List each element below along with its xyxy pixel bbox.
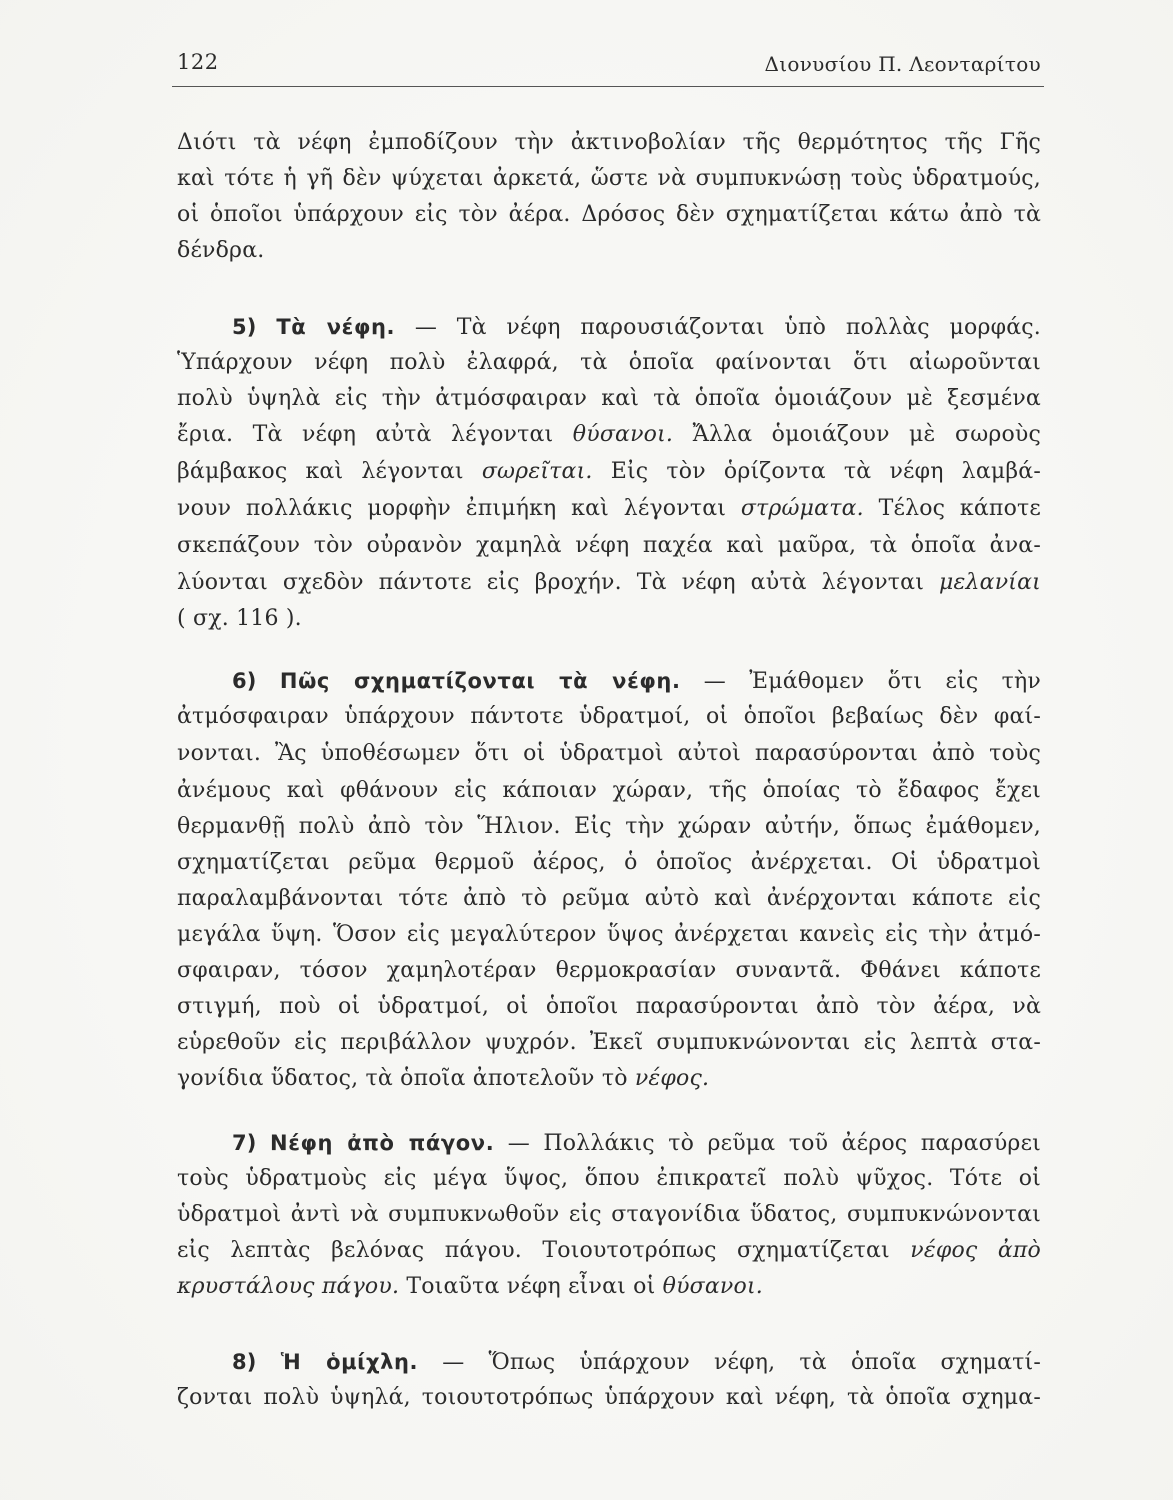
- text-line: Διότι τὰ νέφη ἐμποδίζουν τὴν ἀκτινοβολίαν τῆς θερμότητος τῆς Γῆς: [177, 130, 1041, 155]
- section-number: 8): [232, 1350, 257, 1374]
- italic-term: νέφος.: [634, 1066, 710, 1091]
- text-line: οἱ ὁποῖοι ὑπάρχουν εἰς τὸν ἀέρα. Δρόσος δὲν σχηματίζεται κάτω ἀπὸ τὰ: [177, 202, 1041, 227]
- text-line: πολὺ ὑψηλὰ εἰς τὴν ἀτμόσφαιραν καὶ τὰ ὁποῖα ὁμοιάζουν μὲ ξεσμένα: [177, 386, 1041, 411]
- section-title: Τὰ νέφη.: [276, 315, 396, 339]
- section-heading-line: [232, 1345, 1041, 1380]
- text-line: [177, 566, 1041, 600]
- text-line: [177, 492, 1041, 526]
- section-number: 6): [232, 669, 257, 693]
- text-line: ἀνέμους καὶ φθάνουν εἰς κάποιαν χώραν, τῆς ὁποίας τὸ ἔδαφος ἔχει: [177, 778, 1041, 803]
- running-head: Διονυσίου Π. Λεονταρίτου: [764, 52, 1041, 76]
- text-line: νονται. Ἂς ὑποθέσωμεν ὅτι οἱ ὑδρατμοὶ αὐτοὶ παρασύρονται ἀπὸ τοὺς: [177, 741, 1041, 766]
- text-line: [177, 1062, 1041, 1096]
- text-line: ( σχ. 116 ).: [177, 606, 302, 631]
- text-span: Τέλος κάποτε: [878, 496, 1041, 521]
- text-span: Ἄλλα ὁμοιάζουν μὲ σωροὺς: [692, 422, 1042, 447]
- text-line: ἀτμόσφαιραν ὑπάρχουν πάντοτε ὑδρατμοί, οἱ ὁποῖοι βεβαίως δὲν φαί-: [177, 704, 1041, 729]
- italic-term: θύσανοι.: [662, 1274, 763, 1299]
- text-span: γονίδια ὕδατος, τὰ ὁποῖα ἀποτελοῦν τὸ: [177, 1066, 628, 1091]
- text-line: ζονται πολὺ ὑψηλά, τοιουτοτρόπως ὑπάρχουν καὶ νέφη, τὰ ὁποῖα σχημα-: [177, 1385, 1041, 1410]
- text-span: βάμβακος καὶ λέγονται: [177, 459, 464, 484]
- text-line: σχηματίζεται ρεῦμα θερμοῦ ἀέρος, ὁ ὁποῖος ἀνέρχεται. Οἱ ὑδρατμοὶ: [177, 850, 1041, 875]
- text-line: θερμανθῇ πολὺ ἀπὸ τὸν Ἥλιον. Εἰς τὴν χώραν αὐτήν, ὅπως ἐμάθομεν,: [177, 814, 1041, 839]
- text-line: δένδρα.: [177, 238, 265, 263]
- text-span: — Πολλάκις τὸ ρεῦμα τοῦ ἀέρος παρασύρει: [507, 1131, 1041, 1156]
- text-line: στιγμή, ποὺ οἱ ὑδρατμοί, οἱ ὁποῖοι παρασύρονται ἀπὸ τὸν ἀέρα, νὰ: [177, 994, 1041, 1019]
- italic-term: μελανίαι: [939, 570, 1041, 595]
- text-line: ὑδρατμοὶ ἀντὶ νὰ συμπυκνωθοῦν εἰς σταγονίδια ὕδατος, συμπυκνώνονται: [177, 1202, 1041, 1227]
- section-number: 7): [232, 1131, 257, 1155]
- text-line: Ὑπάρχουν νέφη πολὺ ἐλαφρά, τὰ ὁποῖα φαίνονται ὅτι αἰωροῦνται: [177, 350, 1041, 375]
- italic-term: θύσανοι.: [572, 422, 674, 447]
- text-span: νουν πολλάκις μορφὴν ἐπιμήκη καὶ λέγονται: [177, 496, 727, 521]
- page-number: 122: [177, 50, 219, 74]
- text-span: Εἰς τὸν ὁρίζοντα τὰ νέφη λαμβά-: [610, 459, 1041, 484]
- text-span: ἔρια. Τὰ νέφη αὐτὰ λέγονται: [177, 422, 554, 447]
- text-line: εὑρεθοῦν εἰς περιβάλλον ψυχρόν. Ἐκεῖ συμπυκνώνονται εἰς λεπτὰ στα-: [177, 1030, 1041, 1055]
- text-line: καὶ τότε ἡ γῆ δὲν ψύχεται ἀρκετά, ὥστε νὰ συμπυκνώσῃ τοὺς ὑδρατμούς,: [177, 166, 1041, 191]
- text-line: [177, 455, 1041, 489]
- section-number: 5): [232, 315, 257, 339]
- text-line: σφαιραν, τόσον χαμηλοτέραν θερμοκρασίαν συναντᾶ. Φθάνει κάποτε: [177, 958, 1041, 983]
- text-span: — Ἐμάθομεν ὅτι εἰς τὴν: [703, 669, 1042, 694]
- header-rule: [172, 86, 1044, 87]
- text-span: εἰς λεπτὰς βελόνας πάγου. Τοιουτοτρόπως σχηματίζεται: [177, 1238, 890, 1263]
- section-heading-line: [232, 1126, 1041, 1161]
- page-header: [172, 48, 1044, 88]
- text-line: σκεπάζουν τὸν οὐρανὸν χαμηλὰ νέφη παχέα καὶ μαῦρα, τὰ ὁποῖα ἀνα-: [177, 533, 1041, 558]
- text-line: [177, 1270, 1041, 1304]
- text-span: — Τὰ νέφη παρουσιάζονται ὑπὸ πολλὰς μορφάς.: [414, 315, 1041, 340]
- section-heading-line: [232, 310, 1041, 345]
- text-line: παραλαμβάνονται τότε ἀπὸ τὸ ρεῦμα αὐτὸ καὶ ἀνέρχονται κάποτε εἰς: [177, 886, 1041, 911]
- text-span: λύονται σχεδὸν πάντοτε εἰς βροχήν. Τὰ νέφη αὐτὰ λέγονται: [177, 570, 925, 595]
- text-span: Τοιαῦτα νέφη εἶναι οἱ: [406, 1274, 656, 1299]
- text-line: [177, 418, 1041, 452]
- text-line: μεγάλα ὕψη. Ὅσον εἰς μεγαλύτερον ὕψος ἀνέρχεται κανεὶς εἰς τὴν ἀτμό-: [177, 922, 1041, 947]
- italic-term: κρυστάλους πάγου.: [177, 1274, 400, 1299]
- italic-term: στρώματα.: [740, 496, 864, 521]
- text-span: — Ὅπως ὑπάρχουν νέφη, τὰ ὁποῖα σχηματί-: [442, 1350, 1041, 1375]
- section-title: Νέφη ἀπὸ πάγον.: [270, 1131, 495, 1155]
- section-heading-line: [232, 664, 1041, 699]
- section-title: Ἡ ὁμίχλη.: [280, 1350, 419, 1374]
- italic-term: νέφος ἀπὸ: [910, 1238, 1041, 1263]
- italic-term: σωρεῖται.: [481, 459, 593, 484]
- text-line: [177, 1234, 1041, 1268]
- text-line: τοὺς ὑδρατμοὺς εἰς μέγα ὕψος, ὅπου ἐπικρατεῖ πολὺ ψῦχος. Τότε οἱ: [177, 1166, 1041, 1191]
- section-title: Πῶς σχηματίζονται τὰ νέφη.: [279, 669, 681, 693]
